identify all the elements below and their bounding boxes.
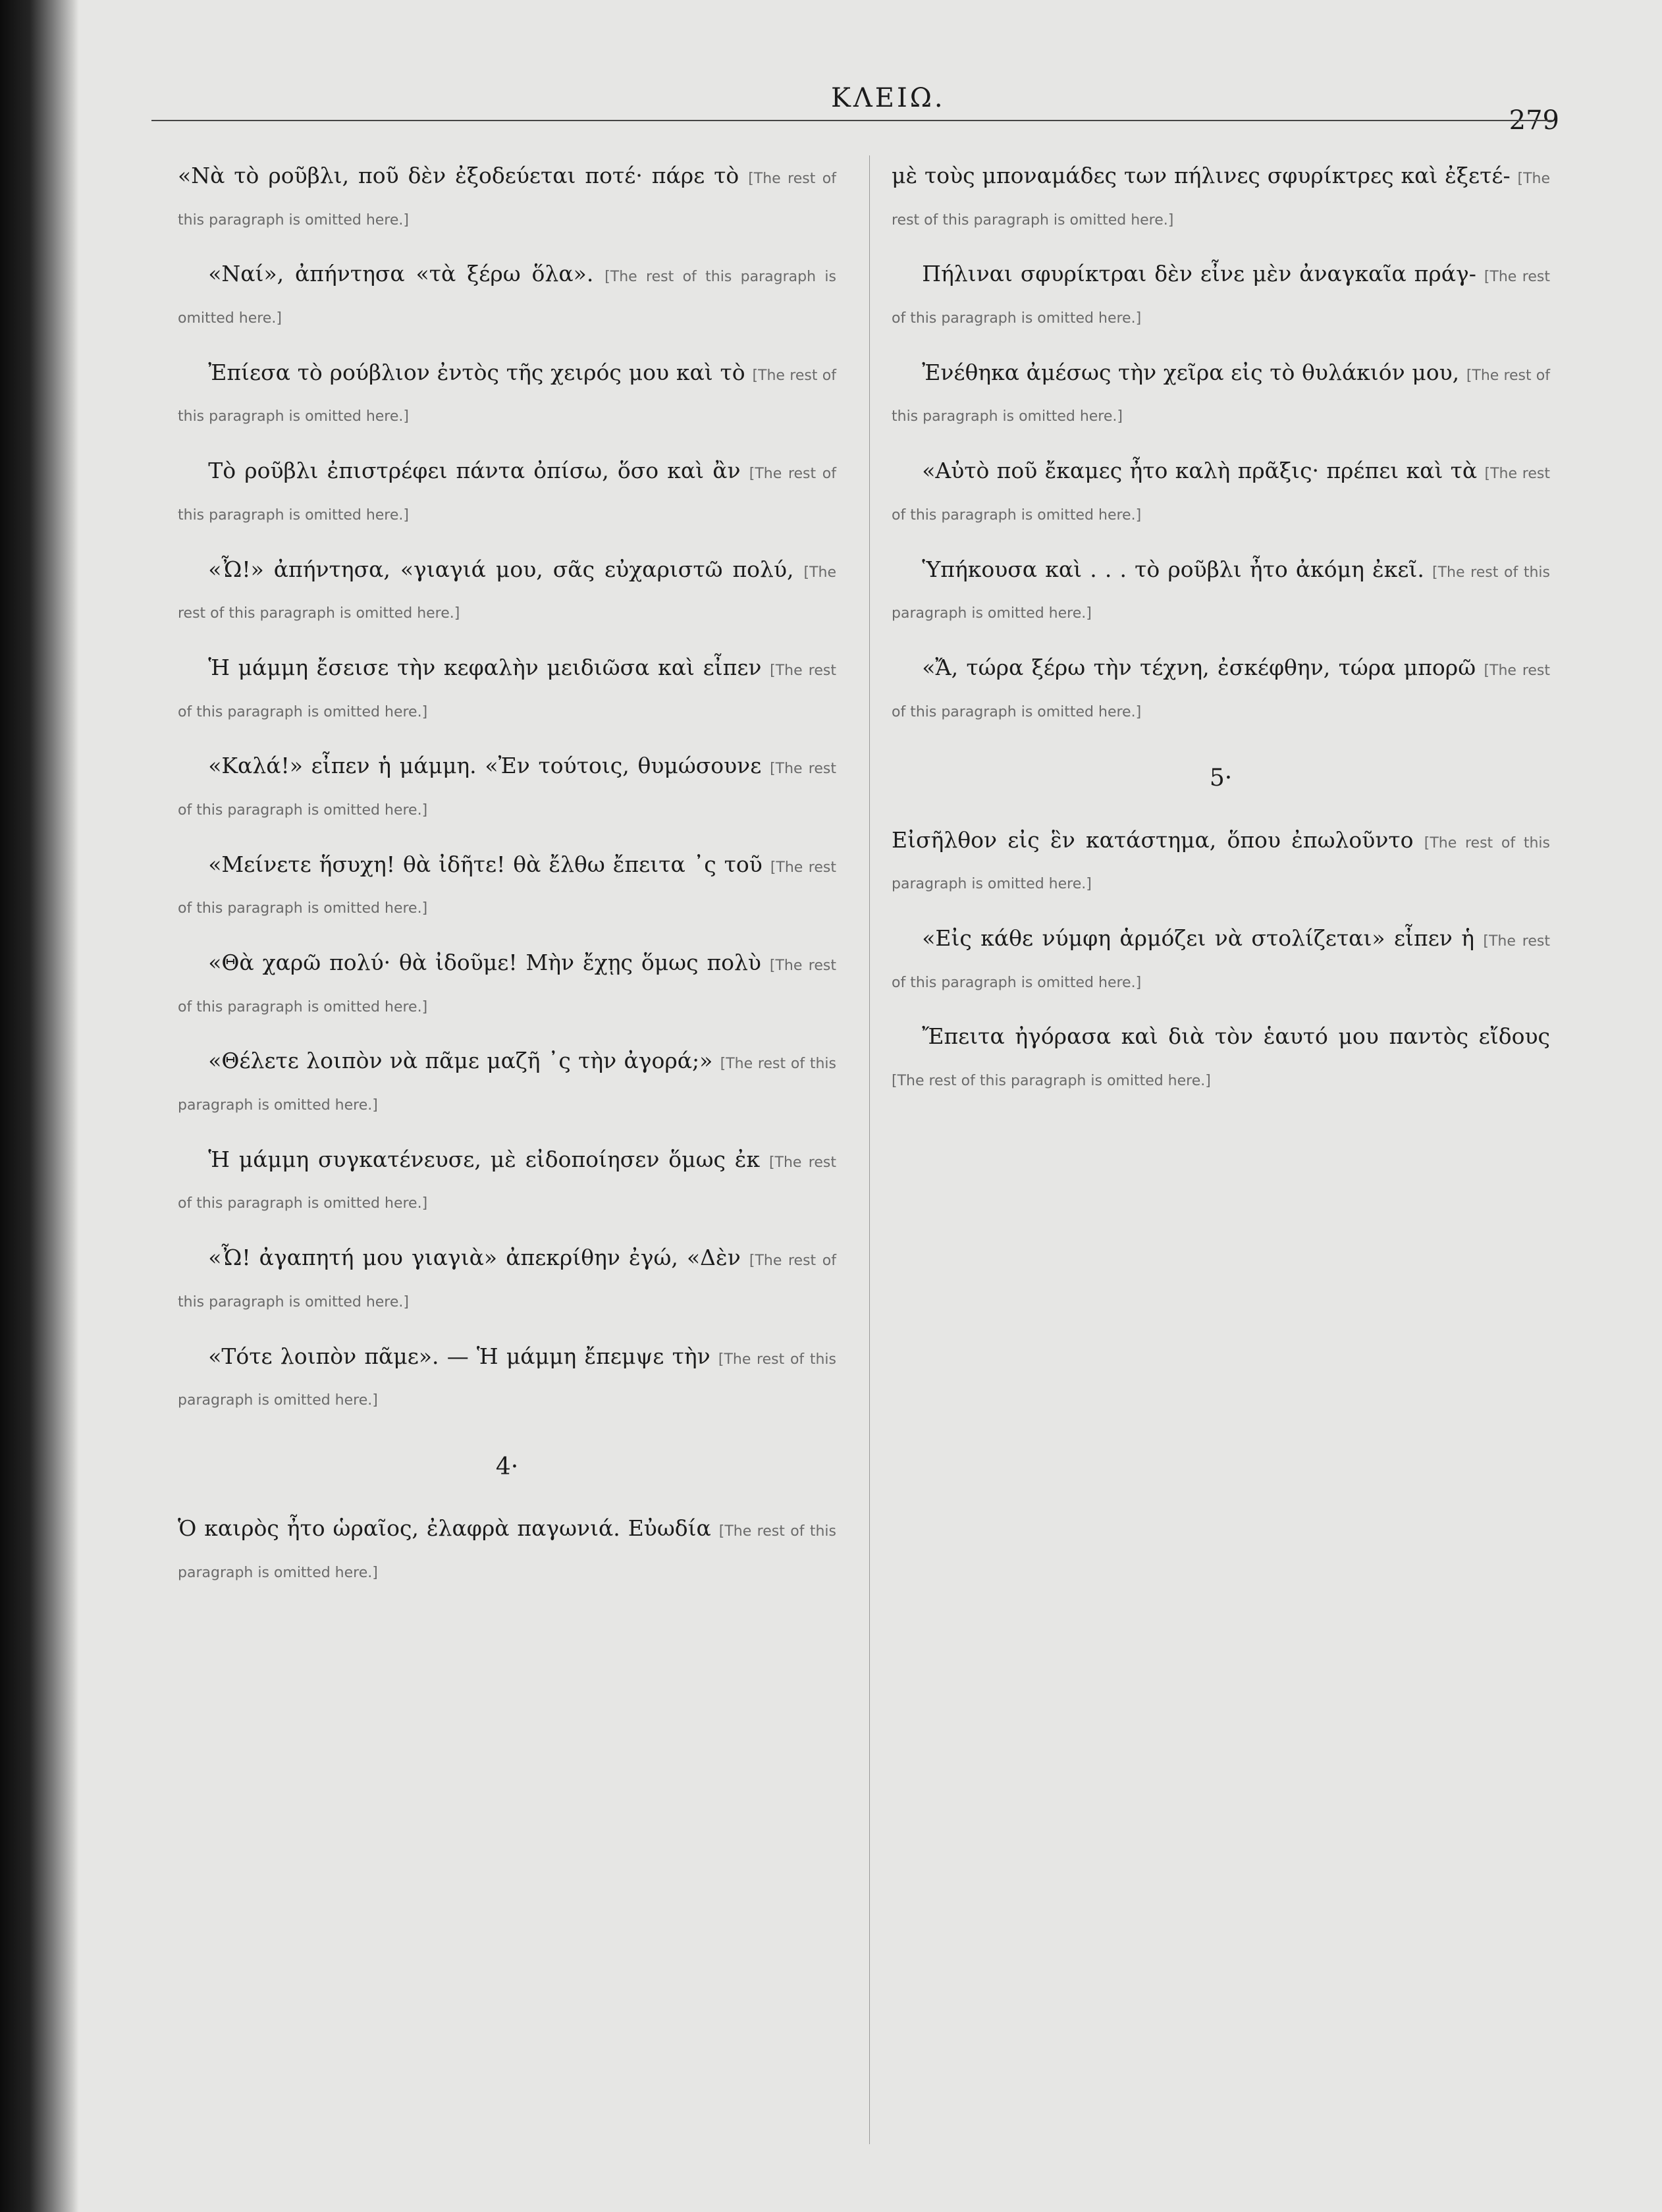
paragraph xyxy=(892,820,1550,902)
omitted-text-note: [The rest of this paragraph is omitted here.] xyxy=(178,1154,836,1212)
left-column-paragraphs-after-section xyxy=(178,1508,836,1590)
paragraph-lead: μὲ τοὺς μποναμάδες των πήλινες σφυρίκτρες καὶ ἐξετέ- xyxy=(892,163,1511,188)
omitted-text-note: [The rest of this paragraph is omitted here.] xyxy=(178,1056,836,1114)
paragraph xyxy=(892,1016,1550,1098)
omitted-text-note: [The rest of this paragraph is omitted here.] xyxy=(178,761,836,819)
paragraph-lead: Ἡ μάμμη ἔσεισε τὴν κεφαλὴν μειδιῶσα καὶ εἶπεν xyxy=(208,654,762,680)
paragraph-lead: Ὁ καιρὸς ἦτο ὡραῖος, ἐλαφρὰ παγωνιά. Εὐωδία xyxy=(178,1515,711,1542)
omitted-text-note: [The rest of this paragraph is omitted here.] xyxy=(892,834,1550,893)
book-spine-shadow xyxy=(0,0,79,2212)
omitted-text-note: [The rest of this paragraph is omitted here.] xyxy=(178,1253,836,1310)
header-rule xyxy=(151,120,1553,121)
column-divider xyxy=(869,155,870,2144)
omitted-text-note: [The rest of this paragraph is omitted here.] xyxy=(892,367,1550,425)
paragraph xyxy=(178,155,836,238)
paragraph xyxy=(178,1336,836,1418)
paragraph xyxy=(178,1139,836,1222)
omitted-text-note: [The rest of this paragraph is omitted here.] xyxy=(892,662,1551,720)
omitted-text-note: [The rest of this paragraph is omitted here.] xyxy=(178,1351,836,1409)
page-number: 279 xyxy=(1509,105,1559,136)
paragraph xyxy=(892,647,1550,730)
paragraph-lead: «Ὦ! ἀγαπητή μου γιαγιὰ» ἀπεκρίθην ἐγώ, «Δὲν xyxy=(208,1245,741,1271)
right-column xyxy=(892,155,1550,1115)
omitted-text-note: [The rest of this paragraph is omitted here.] xyxy=(892,933,1550,991)
paragraph-lead: «Καλά!» εἶπεν ἡ μάμμη. «Ἐν τούτοις, θυμώσουνε xyxy=(208,753,762,779)
left-column xyxy=(178,155,836,1607)
right-column-paragraphs xyxy=(892,155,1550,730)
section-number-4: 4· xyxy=(495,1453,519,1480)
paragraph xyxy=(178,844,836,927)
omitted-text-note: [The rest of this paragraph is omitted here.] xyxy=(892,269,1550,327)
right-column-paragraphs-after-section xyxy=(892,820,1550,1099)
paragraph xyxy=(178,647,836,730)
paragraph-lead: Εἰσῆλθον εἰς ἓν κατάστημα, ὅπου ἐπωλοῦντο xyxy=(892,826,1414,853)
paragraph-lead: «Μείνετε ἥσυχη! θὰ ἰδῆτε! θὰ ἔλθω ἔπειτα ᾽ς τοῦ xyxy=(208,851,763,877)
running-header-title: ΚΛΕΙΩ. xyxy=(831,83,946,113)
omitted-text-note: [The rest of this paragraph is omitted here.] xyxy=(178,958,836,1015)
paragraph-lead: «Νὰ τὸ ρoῦβλι, ποῦ δὲν ἐξοδεύεται ποτέ· πάρε τὸ xyxy=(178,163,739,188)
omitted-text-note: [The rest of this paragraph is omitted here.] xyxy=(178,859,836,917)
paragraph xyxy=(178,1508,836,1590)
paragraph xyxy=(178,1237,836,1320)
paragraph-lead: «Τότε λοιπὸν πᾶμε». — Ἡ μάμμη ἔπεμψε τὴν xyxy=(208,1343,710,1369)
paragraph-lead: Πήλιναι σφυρίκτραι δὲν εἶνε μὲν ἀναγκαῖα πράγ- xyxy=(922,261,1476,287)
paragraph xyxy=(178,549,836,632)
omitted-text-note: [The rest of this paragraph is omitted here.] xyxy=(178,1523,836,1581)
paragraph xyxy=(892,155,1550,238)
omitted-text-note: [The rest of this paragraph is omitted here.] xyxy=(178,564,836,622)
paragraph-lead: «Θέλετε λοιπὸν νὰ πᾶμε μαζῆ ᾽ς τὴν ἀγορά;» xyxy=(208,1048,713,1074)
paragraph-lead: «Ναί», ἀπήντησα «τὰ ξέρω ὅλα». xyxy=(208,261,594,287)
paragraph-lead: «Ἄ, τώρα ξέρω τὴν τέχνη, ἐσκέφθην, τώρα μπορῶ xyxy=(922,654,1476,680)
omitted-text-note: [The rest of this paragraph is omitted here.] xyxy=(178,171,836,229)
paragraph-lead: Ὑπήκουσα καὶ . . . τὸ ρoῦβλι ἦτο ἀκόμη ἐκεῖ. xyxy=(922,556,1424,582)
paragraph-lead: «Εἰς κάθε νύμφη ἁρμόζει νὰ στολίζεται» εἶπεν ἡ xyxy=(922,925,1475,952)
paragraph xyxy=(892,450,1550,533)
omitted-text-note: [The rest of this paragraph is omitted here.] xyxy=(892,1073,1211,1090)
omitted-text-note: [The rest of this paragraph is omitted here.] xyxy=(892,171,1550,229)
document-page xyxy=(151,63,1559,2157)
paragraph-lead: Ἐπίεσα τὸ ρούβλιον ἐντὸς τῆς χειρός μου καὶ τὸ xyxy=(208,359,745,385)
paragraph xyxy=(892,352,1550,435)
paragraph-lead: «Αὐτὸ ποῦ ἔκαμες ἦτο καλὴ πρᾶξις· πρέπει καὶ τὰ xyxy=(922,458,1478,484)
paragraph xyxy=(178,942,836,1025)
paragraph-lead: Ἡ μάμμη συγκατένευσε, μὲ εἰδοποίησεν ὅμως ἐκ xyxy=(208,1146,761,1172)
paragraph-lead: Ἔπειτα ἠγόρασα καὶ διὰ τὸν ἑαυτό μου παντὸς εἴδους xyxy=(922,1023,1550,1050)
omitted-text-note: [The rest of this paragraph is omitted here.] xyxy=(178,466,836,524)
omitted-text-note: [The rest of this paragraph is omitted here.] xyxy=(892,466,1550,524)
paragraph xyxy=(178,450,836,533)
left-column-paragraphs xyxy=(178,155,836,1418)
paragraph-lead: Τὸ ρoῦβλι ἐπιστρέφει πάντα ὀπίσω, ὅσο καὶ ἂν xyxy=(208,458,741,484)
paragraph xyxy=(178,1040,836,1123)
paragraph xyxy=(892,549,1550,632)
paragraph-lead: «Ὦ!» ἀπήντησα, «γιαγιά μου, σᾶς εὐχαριστῶ πολύ, xyxy=(208,556,794,582)
omitted-text-note: [The rest of this paragraph is omitted here.] xyxy=(178,662,836,720)
paragraph xyxy=(892,254,1550,336)
paragraph xyxy=(892,918,1550,1000)
omitted-text-note: [The rest of this paragraph is omitted here.] xyxy=(178,367,836,425)
paragraph xyxy=(178,254,836,336)
paragraph-lead: «Θὰ χαρῶ πολύ· θὰ ἰδοῦμε! Μὴν ἔχῃς ὅμως πολὺ xyxy=(208,950,761,975)
omitted-text-note: [The rest of this paragraph is omitted here.] xyxy=(178,269,836,327)
paragraph xyxy=(178,352,836,435)
omitted-text-note: [The rest of this paragraph is omitted here.] xyxy=(892,564,1550,622)
paragraph-lead: Ἐνέθηκα ἀμέσως τὴν χεῖρα εἰς τὸ θυλάκιόν μου, xyxy=(922,359,1460,385)
paragraph xyxy=(178,745,836,828)
section-number-5: 5· xyxy=(1209,765,1233,792)
